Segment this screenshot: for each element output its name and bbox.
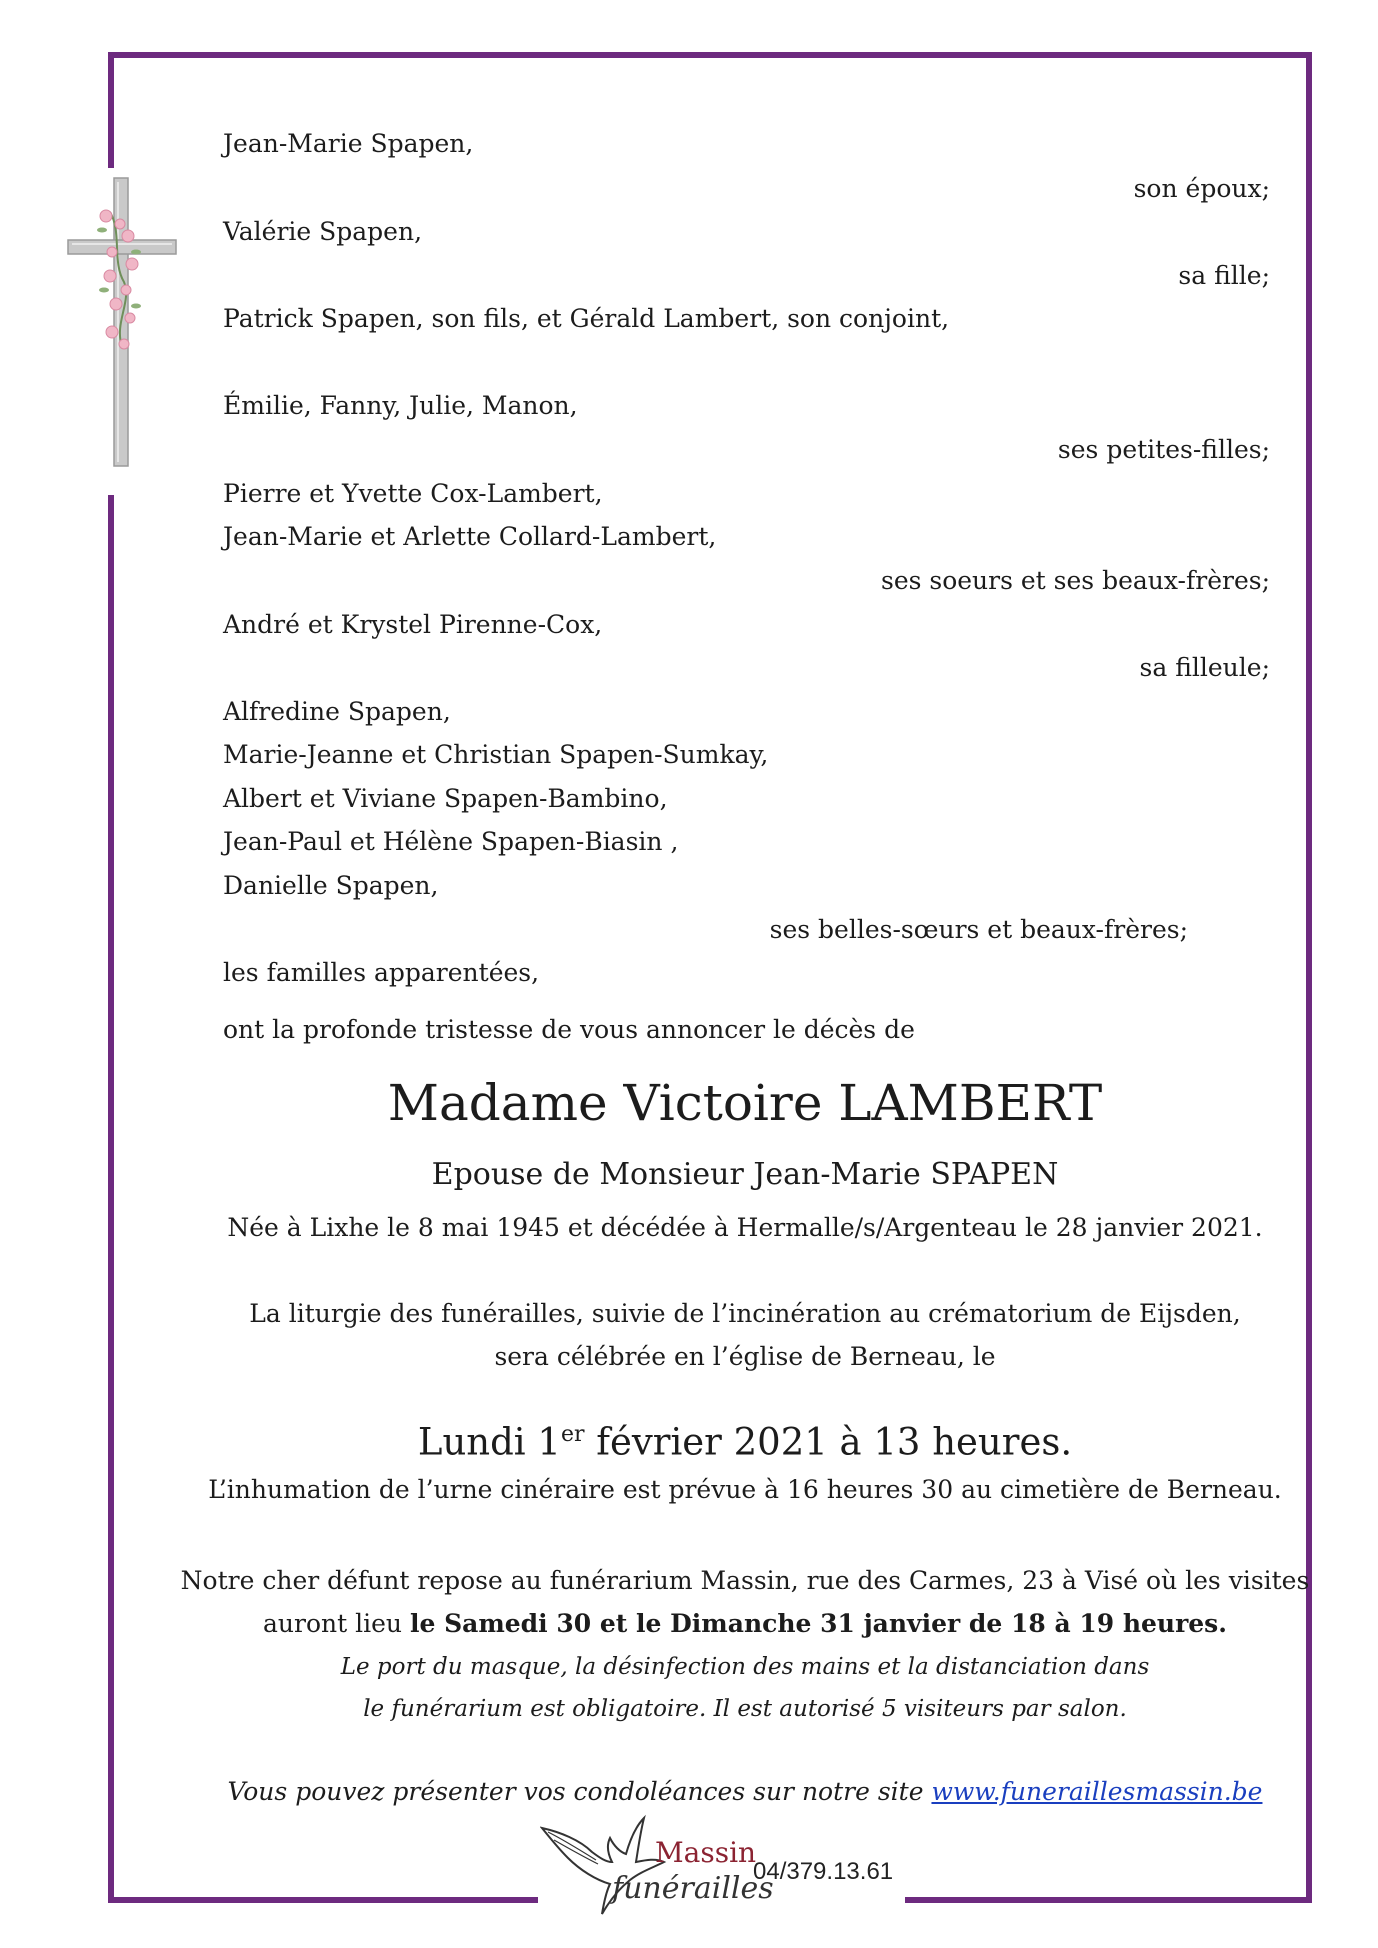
family-line: les familles apparentées, xyxy=(223,958,540,987)
website-link[interactable]: www.funeraillesmassin.be xyxy=(931,1777,1263,1806)
family-relation: son époux; xyxy=(1133,174,1270,203)
visits-schedule-bold: le Samedi 30 et le Dimanche 31 janvier de 18 à 19 heures. xyxy=(409,1609,1227,1638)
family-relation: ses petites-filles; xyxy=(1057,435,1270,464)
family-line: Alfredine Spapen, xyxy=(223,697,451,726)
ceremony-date-sup: er xyxy=(560,1422,585,1447)
visits-line: Notre cher défunt repose au funérarium Massin, rue des Carmes, 23 à Visé où les visites xyxy=(180,1566,1310,1595)
cross-icon xyxy=(62,172,182,472)
covid-note: le funérarium est obligatoire. Il est autorisé 5 visiteurs par salon. xyxy=(363,1696,1127,1722)
visits-schedule xyxy=(56,1608,1378,1640)
condolences-text: Vous pouvez présenter vos condoléances sur notre site xyxy=(227,1777,932,1806)
ceremony-line: La liturgie des funérailles, suivie de l’incinération au crématorium de Eijsden, xyxy=(249,1299,1241,1328)
family-line: Émilie, Fanny, Julie, Manon, xyxy=(223,391,578,420)
family-relation: ses soeurs et ses beaux-frères; xyxy=(880,566,1270,595)
family-relation: sa filleule; xyxy=(1139,653,1270,682)
frame-left-upper xyxy=(108,52,114,168)
family-line: Jean-Marie Spapen, xyxy=(223,129,474,158)
family-line: Valérie Spapen, xyxy=(223,217,423,246)
family-line: Albert et Viviane Spapen-Bambino, xyxy=(223,784,668,813)
frame-top xyxy=(108,52,1312,58)
brand-name: Massin xyxy=(655,1836,757,1869)
family-line: Danielle Spapen, xyxy=(223,871,439,900)
family-line: André et Krystel Pirenne-Cox, xyxy=(223,610,603,639)
ceremony-date-main: Lundi 1 xyxy=(417,1420,561,1464)
family-line: Jean-Paul et Hélène Spapen-Biasin , xyxy=(223,827,679,856)
phone-number: 04/379.13.61 xyxy=(753,1858,894,1885)
deceased-spouse: Epouse de Monsieur Jean-Marie SPAPEN xyxy=(431,1157,1059,1192)
deceased-name: Madame Victoire LAMBERT xyxy=(387,1074,1103,1132)
ceremony-date-rest: février 2021 à 13 heures. xyxy=(584,1420,1073,1464)
frame-bottom-left xyxy=(108,1897,538,1903)
family-line: Patrick Spapen, son fils, et Gérald Lambert, son conjoint, xyxy=(223,304,950,333)
brand-subtitle: funérailles xyxy=(612,1871,774,1906)
frame-bottom-right xyxy=(905,1897,1312,1903)
frame-left-lower xyxy=(108,495,114,1903)
family-relation: ses belles-sœurs et beaux-frères; xyxy=(769,915,1188,944)
family-line: Jean-Marie et Arlette Collard-Lambert, xyxy=(223,522,717,551)
announcement-line: ont la profonde tristesse de vous annoncer le décès de xyxy=(223,1015,915,1044)
covid-note: Le port du masque, la désinfection des mains et la distanciation dans xyxy=(340,1654,1150,1680)
ceremony-line: sera célébrée en l’église de Berneau, le xyxy=(494,1342,996,1371)
family-relation: sa fille; xyxy=(1178,261,1270,290)
inhumation-line: L’inhumation de l’urne cinéraire est prévue à 16 heures 30 au cimetière de Berneau. xyxy=(208,1475,1282,1504)
family-line: Marie-Jeanne et Christian Spapen-Sumkay, xyxy=(223,740,769,769)
condolences-line xyxy=(56,1776,1378,1808)
ceremony-date xyxy=(56,1412,1378,1465)
family-line: Pierre et Yvette Cox-Lambert, xyxy=(223,479,603,508)
birth-death-line: Née à Lixhe le 8 mai 1945 et décédée à Hermalle/s/Argenteau le 28 janvier 2021. xyxy=(227,1213,1263,1242)
visits-schedule-pre: auront lieu xyxy=(263,1609,410,1638)
